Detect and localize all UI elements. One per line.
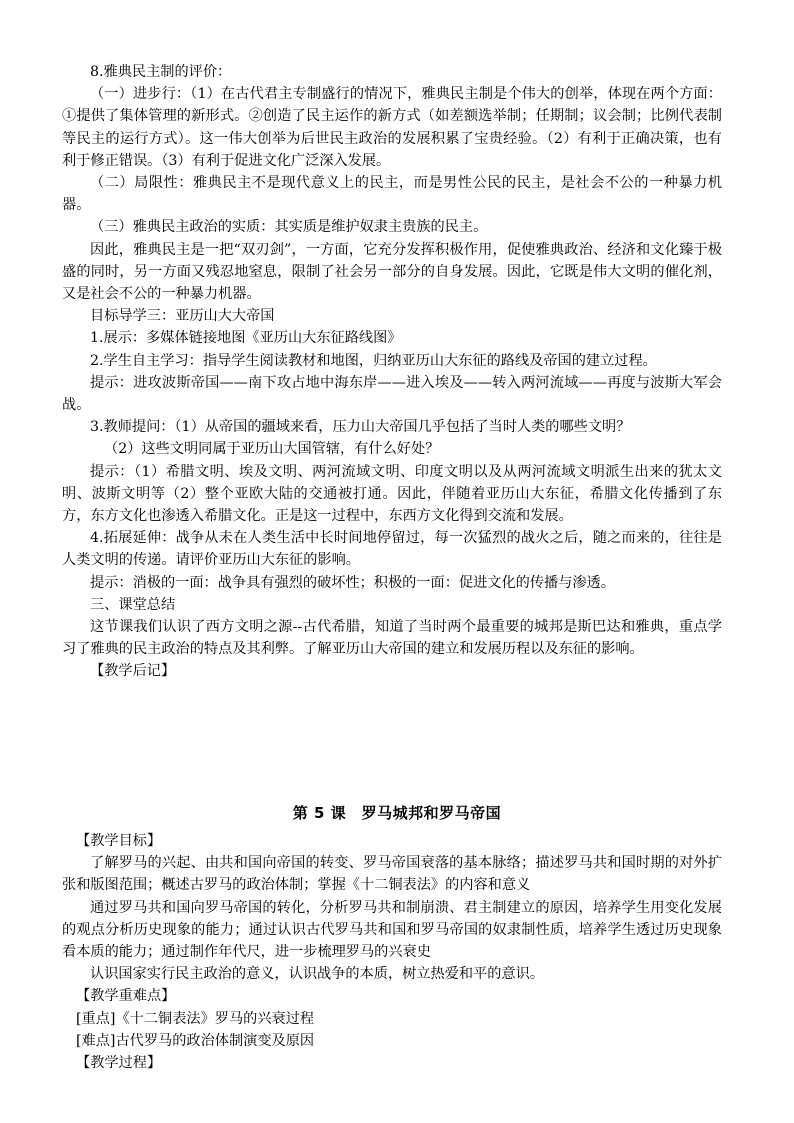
paragraph: 提示：消极的一面：战争具有强烈的破坏性；积极的一面：促进文化的传播与渗透。 xyxy=(90,574,615,591)
heading-teaching-notes: 【教学后记】 xyxy=(90,663,176,680)
paragraph: （二）局限性：雅典民主不是现代意义上的民主，而是男性公民的民主，是社会不公的一种暴力机器。 xyxy=(62,175,722,214)
paragraph: （2）这些文明同属于亚历山大国管辖，有什么好处？ xyxy=(104,441,440,458)
paragraph: 8.雅典民主制的评价： xyxy=(90,64,232,80)
heading-teaching-process: 【教学过程】 xyxy=(76,1055,162,1072)
heading-key-points: 【教学重难点】 xyxy=(76,988,176,1005)
paragraph: 3.教师提问：（1）从帝国的疆域来看，压力山大帝国几乎包括了当时人类的哪些文明？ xyxy=(90,419,631,436)
paragraph: 4.拓展延伸：战争从未在人类生活中长时间地停留过，每一次猛烈的战火之后，随之而来的，往往是人类文明的传递。请评价亚历山大东征的影响。 xyxy=(62,530,722,569)
paragraph: （三）雅典民主政治的实质：其实质是维护奴隶主贵族的民主。 xyxy=(90,219,488,236)
paragraph: （一）进步行：（1）在古代君主专制盛行的情况下，雅典民主制是个伟大的创举，体现在两个方面：①提供了集体管理的新形式。②创造了民主运作的新方式（如差额选举制；任期制；议会制；比例代表制等民主的运行方式）。这一伟大创举为后世民主政治的发展积累了宝贵经验。（2）有利于正确决策，也有利于修正错误。（3）有利于促进文化广泛深入发展。 xyxy=(62,86,722,169)
paragraph: 提示：进攻波斯帝国——南下攻占地中海东岸——进入埃及——转入两河流域——再度与波斯大军会战。 xyxy=(62,374,722,414)
section-lesson-5 xyxy=(62,830,722,1074)
paragraph: 认识国家实行民主政治的意义，认识战争的本质，树立热爱和平的意识。 xyxy=(90,966,545,983)
paragraph: 提示：（1）希腊文明、埃及文明、两河流域文明、印度文明以及从两河流域文明派生出来的犹太文明、波斯文明等（2）整个亚欧大陆的交通被打通。因此，伴随着亚历山大东征，希腊文化传播到了东方，东方文化也渗透入希腊文化。正是这一过程中，东西方文化得到交流和发展。 xyxy=(62,463,722,525)
paragraph: 这节课我们认识了西方文明之源--古代希腊，知道了当时两个最重要的城邦是斯巴达和雅典，重点学习了雅典的民主政治的特点及其利弊。了解亚历山大帝国的建立和发展历程以及东征的影响。 xyxy=(62,619,722,658)
section-athens-evaluation xyxy=(62,61,722,683)
paragraph: 1.展示：多媒体链接地图《亚历山大东征路线图》 xyxy=(90,330,402,347)
difficult-point: [难点]古代罗马的政治体制演变及原因 xyxy=(76,1032,315,1049)
heading-goal-three: 目标导学三：亚历山大大帝国 xyxy=(90,308,275,325)
lesson-title: 第 5 课 罗马城邦和罗马帝国 xyxy=(292,804,502,822)
key-point: [重点]《十二铜表法》罗马的兴衰过程 xyxy=(76,1010,315,1027)
paragraph: 因此，雅典民主是一把“双刃剑”，一方面，它充分发挥积极作用，促使雅典政治、经济和文化臻于极盛的同时，另一方面又残忍地窒息，限制了社会另一部分的自身发展。因此，它既是伟大文明的催化剂，又是社会不公的一种暴力机器。 xyxy=(62,241,722,303)
heading-teaching-goals: 【教学目标】 xyxy=(76,833,162,849)
paragraph: 2.学生自主学习：指导学生阅读教材和地图，归纳亚历山大东征的路线及帝国的建立过程。 xyxy=(90,352,657,369)
paragraph: 通过罗马共和国向罗马帝国的转化，分析罗马共和制崩溃、君主制建立的原因，培养学生用变化发展的观点分析历史现象的能力；通过认识古代罗马共和国和罗马帝国的奴隶制性质，培养学生透过历史现象看本质的能力；通过制作年代尺，进一步梳理罗马的兴衰史 xyxy=(62,899,722,961)
heading-summary: 三、课堂总结 xyxy=(90,596,176,613)
paragraph: 了解罗马的兴起、由共和国向帝国的转变、罗马帝国衰落的基本脉络；描述罗马共和国时期的对外扩张和版图范围；概述古罗马的政治体制；掌握《十二铜表法》的内容和意义 xyxy=(62,855,722,894)
